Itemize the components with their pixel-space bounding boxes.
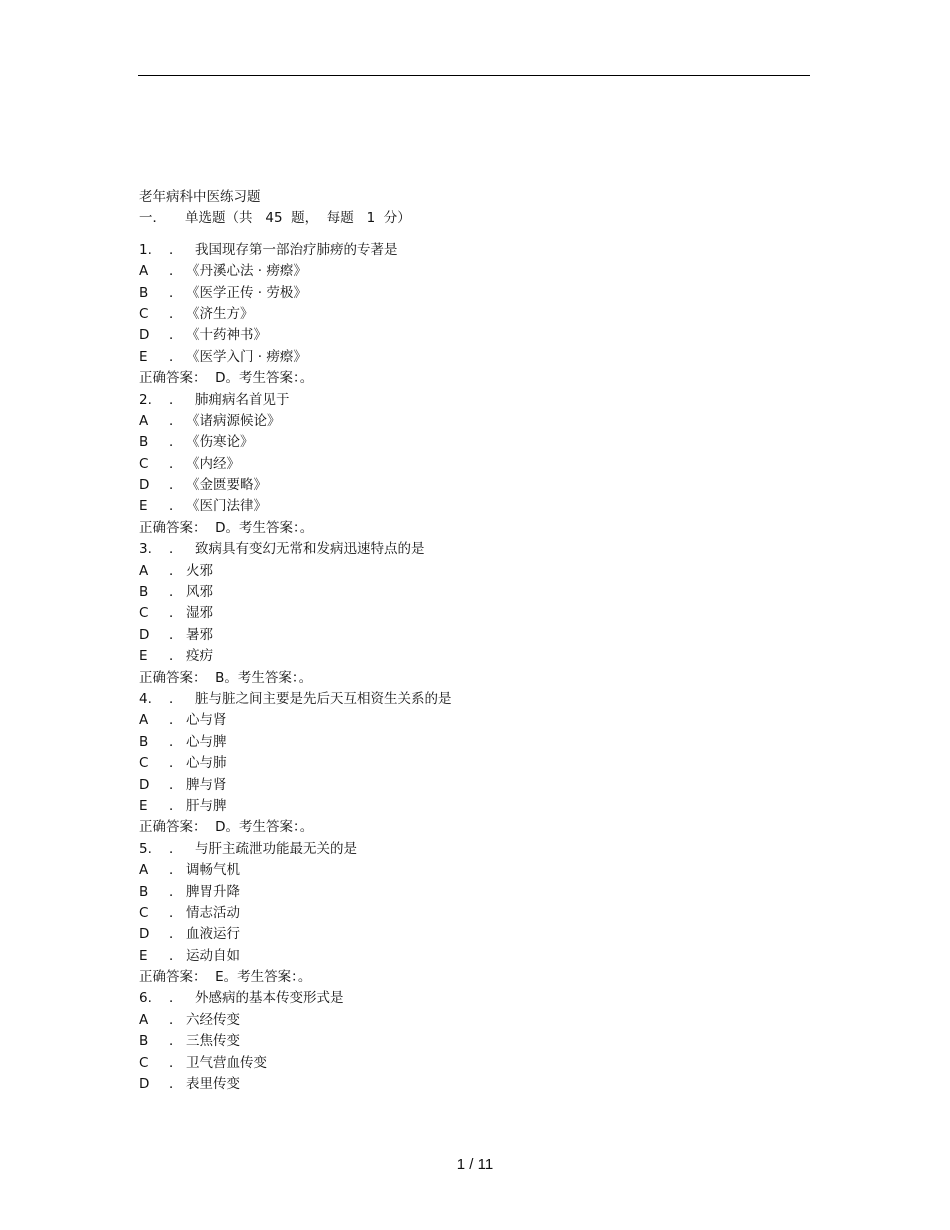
answer-option (139, 753, 819, 774)
option-dot: ． (169, 584, 183, 601)
option-dot: ． (169, 626, 183, 643)
option-dot: ． (169, 797, 183, 814)
question-text: 肺痈病名首见于 (195, 391, 290, 408)
option-letter: B (139, 1033, 149, 1050)
option-letter: C (139, 605, 149, 622)
option-text: 心与肾 (186, 712, 227, 729)
option-dot: ． (169, 1011, 183, 1028)
question-block (139, 689, 819, 839)
option-text: 脾胃升降 (186, 883, 240, 900)
answer-option (139, 304, 819, 325)
question-block (139, 240, 819, 390)
option-letter: D (139, 626, 150, 643)
option-dot: ． (169, 477, 183, 494)
option-letter: D (139, 776, 150, 793)
option-text: 《济生方》 (186, 305, 254, 322)
option-dot: ． (169, 733, 183, 750)
option-dot: ． (169, 904, 183, 921)
answer-option (139, 646, 819, 667)
question-text: 我国现存第一部治疗肺痨的专著是 (195, 241, 398, 258)
option-text: 六经传变 (186, 1011, 240, 1028)
option-letter: A (139, 412, 149, 429)
option-text: 《丹溪心法 · 痨瘵》 (186, 263, 307, 280)
option-letter: C (139, 305, 149, 322)
option-dot: ． (169, 1076, 183, 1093)
answer-option (139, 325, 819, 346)
option-letter: E (139, 648, 148, 665)
option-letter: B (139, 584, 149, 601)
question-text: 外感病的基本传变形式是 (195, 990, 344, 1007)
option-letter: E (139, 797, 148, 814)
option-dot: ． (169, 412, 183, 429)
answer-option (139, 582, 819, 603)
question-block (139, 988, 819, 1095)
option-dot: ． (169, 712, 183, 729)
option-letter: A (139, 263, 149, 280)
answer-option (139, 432, 819, 453)
answer-option (139, 603, 819, 624)
answer-option (139, 496, 819, 517)
answer-option (139, 625, 819, 646)
option-text: 肝与脾 (186, 797, 227, 814)
answer-line: 正确答案： D。考生答案：。 (139, 819, 314, 836)
answer-option (139, 411, 819, 432)
option-dot: ． (169, 776, 183, 793)
option-text: 心与肺 (186, 755, 227, 772)
question-text: 脏与脏之间主要是先后天互相资生关系的是 (195, 690, 452, 707)
option-dot: ． (169, 1054, 183, 1071)
option-letter: A (139, 1011, 149, 1028)
answer-option (139, 475, 819, 496)
document-body (139, 187, 819, 1095)
question-number: 1. (139, 241, 152, 258)
option-text: 卫气营血传变 (186, 1054, 267, 1071)
answer-option (139, 1074, 819, 1095)
option-dot: ． (169, 605, 183, 622)
question-dot: ． (169, 840, 183, 857)
option-text: 心与脾 (186, 733, 227, 750)
question-stem (139, 839, 819, 860)
answer-line: 正确答案： E。考生答案：。 (139, 969, 312, 986)
option-text: 湿邪 (186, 605, 213, 622)
question-stem (139, 988, 819, 1009)
option-dot: ． (169, 498, 183, 515)
answer-option (139, 732, 819, 753)
option-letter: A (139, 562, 149, 579)
option-dot: ． (169, 648, 183, 665)
option-text: 暑邪 (186, 626, 213, 643)
answer-option (139, 1053, 819, 1074)
option-letter: C (139, 755, 149, 772)
option-text: 疫疠 (186, 648, 213, 665)
question-block (139, 390, 819, 540)
option-dot: ． (169, 434, 183, 451)
option-letter: E (139, 498, 148, 515)
question-text: 与肝主疏泄功能最无关的是 (195, 840, 357, 857)
option-letter: B (139, 284, 149, 301)
answer-option (139, 1010, 819, 1031)
question-number: 4. (139, 690, 152, 707)
option-text: 《医学正传 · 劳极》 (186, 284, 307, 301)
question-stem (139, 539, 819, 560)
question-text: 致病具有变幻无常和发病迅速特点的是 (195, 541, 425, 558)
option-letter: E (139, 947, 148, 964)
answer-line: 正确答案： B。考生答案：。 (139, 669, 313, 686)
option-dot: ． (169, 327, 183, 344)
option-text: 调畅气机 (186, 862, 240, 879)
answer-option (139, 860, 819, 881)
answer-option (139, 1031, 819, 1052)
option-letter: E (139, 348, 148, 365)
option-text: 《伤寒论》 (186, 434, 254, 451)
option-text: 《医门法律》 (186, 498, 267, 515)
answer-option (139, 561, 819, 582)
option-dot: ． (169, 862, 183, 879)
section-text: 单选题（共 45 题， 每题 1 分） (185, 210, 411, 227)
header-rule (138, 75, 810, 76)
question-number: 3. (139, 541, 152, 558)
question-number: 6. (139, 990, 152, 1007)
question-dot: ． (169, 990, 183, 1007)
option-dot: ． (169, 348, 183, 365)
option-letter: B (139, 883, 149, 900)
option-text: 表里传变 (186, 1076, 240, 1093)
option-text: 血液运行 (186, 926, 240, 943)
question-list (139, 240, 819, 1096)
option-text: 《医学入门 · 痨瘵》 (186, 348, 307, 365)
option-dot: ． (169, 455, 183, 472)
answer-option (139, 903, 819, 924)
answer-option (139, 347, 819, 368)
answer-option (139, 710, 819, 731)
option-text: 三焦传变 (186, 1033, 240, 1050)
question-dot: ． (169, 241, 183, 258)
option-text: 情志活动 (186, 904, 240, 921)
question-number: 5. (139, 840, 152, 857)
option-letter: C (139, 1054, 149, 1071)
question-block (139, 539, 819, 689)
option-text: 风邪 (186, 584, 213, 601)
question-stem (139, 390, 819, 411)
answer-option (139, 261, 819, 282)
option-dot: ． (169, 883, 183, 900)
answer-option (139, 796, 819, 817)
question-dot: ． (169, 391, 183, 408)
question-dot: ． (169, 541, 183, 558)
answer-option (139, 882, 819, 903)
option-text: 《十药神书》 (186, 327, 267, 344)
page-number: 1 / 11 (456, 1156, 494, 1173)
document-title: 老年病科中医练习题 (139, 189, 261, 205)
section-label: 一． (139, 210, 166, 227)
option-letter: B (139, 434, 149, 451)
option-dot: ． (169, 562, 183, 579)
option-letter: C (139, 455, 149, 472)
question-block (139, 839, 819, 989)
section-heading (139, 208, 819, 229)
option-dot: ． (169, 755, 183, 772)
option-dot: ． (169, 926, 183, 943)
option-letter: D (139, 1076, 150, 1093)
option-letter: D (139, 926, 150, 943)
option-dot: ． (169, 947, 183, 964)
option-text: 《金匮要略》 (186, 477, 267, 494)
question-dot: ． (169, 690, 183, 707)
option-dot: ． (169, 263, 183, 280)
answer-line: 正确答案： D。考生答案：。 (139, 519, 314, 536)
option-letter: D (139, 477, 150, 494)
option-dot: ． (169, 305, 183, 322)
option-letter: D (139, 327, 150, 344)
answer-option (139, 775, 819, 796)
option-text: 脾与肾 (186, 776, 227, 793)
question-stem (139, 689, 819, 710)
option-text: 运动自如 (186, 947, 240, 964)
answer-option (139, 454, 819, 475)
answer-option (139, 946, 819, 967)
answer-option (139, 283, 819, 304)
question-stem (139, 240, 819, 261)
option-text: 火邪 (186, 562, 213, 579)
option-text: 《诸病源候论》 (186, 412, 281, 429)
option-letter: A (139, 862, 149, 879)
question-number: 2. (139, 391, 152, 408)
answer-line: 正确答案： D。考生答案：。 (139, 370, 314, 387)
option-dot: ． (169, 284, 183, 301)
option-letter: B (139, 733, 149, 750)
option-letter: C (139, 904, 149, 921)
option-text: 《内经》 (186, 455, 240, 472)
answer-option (139, 924, 819, 945)
option-dot: ． (169, 1033, 183, 1050)
option-letter: A (139, 712, 149, 729)
